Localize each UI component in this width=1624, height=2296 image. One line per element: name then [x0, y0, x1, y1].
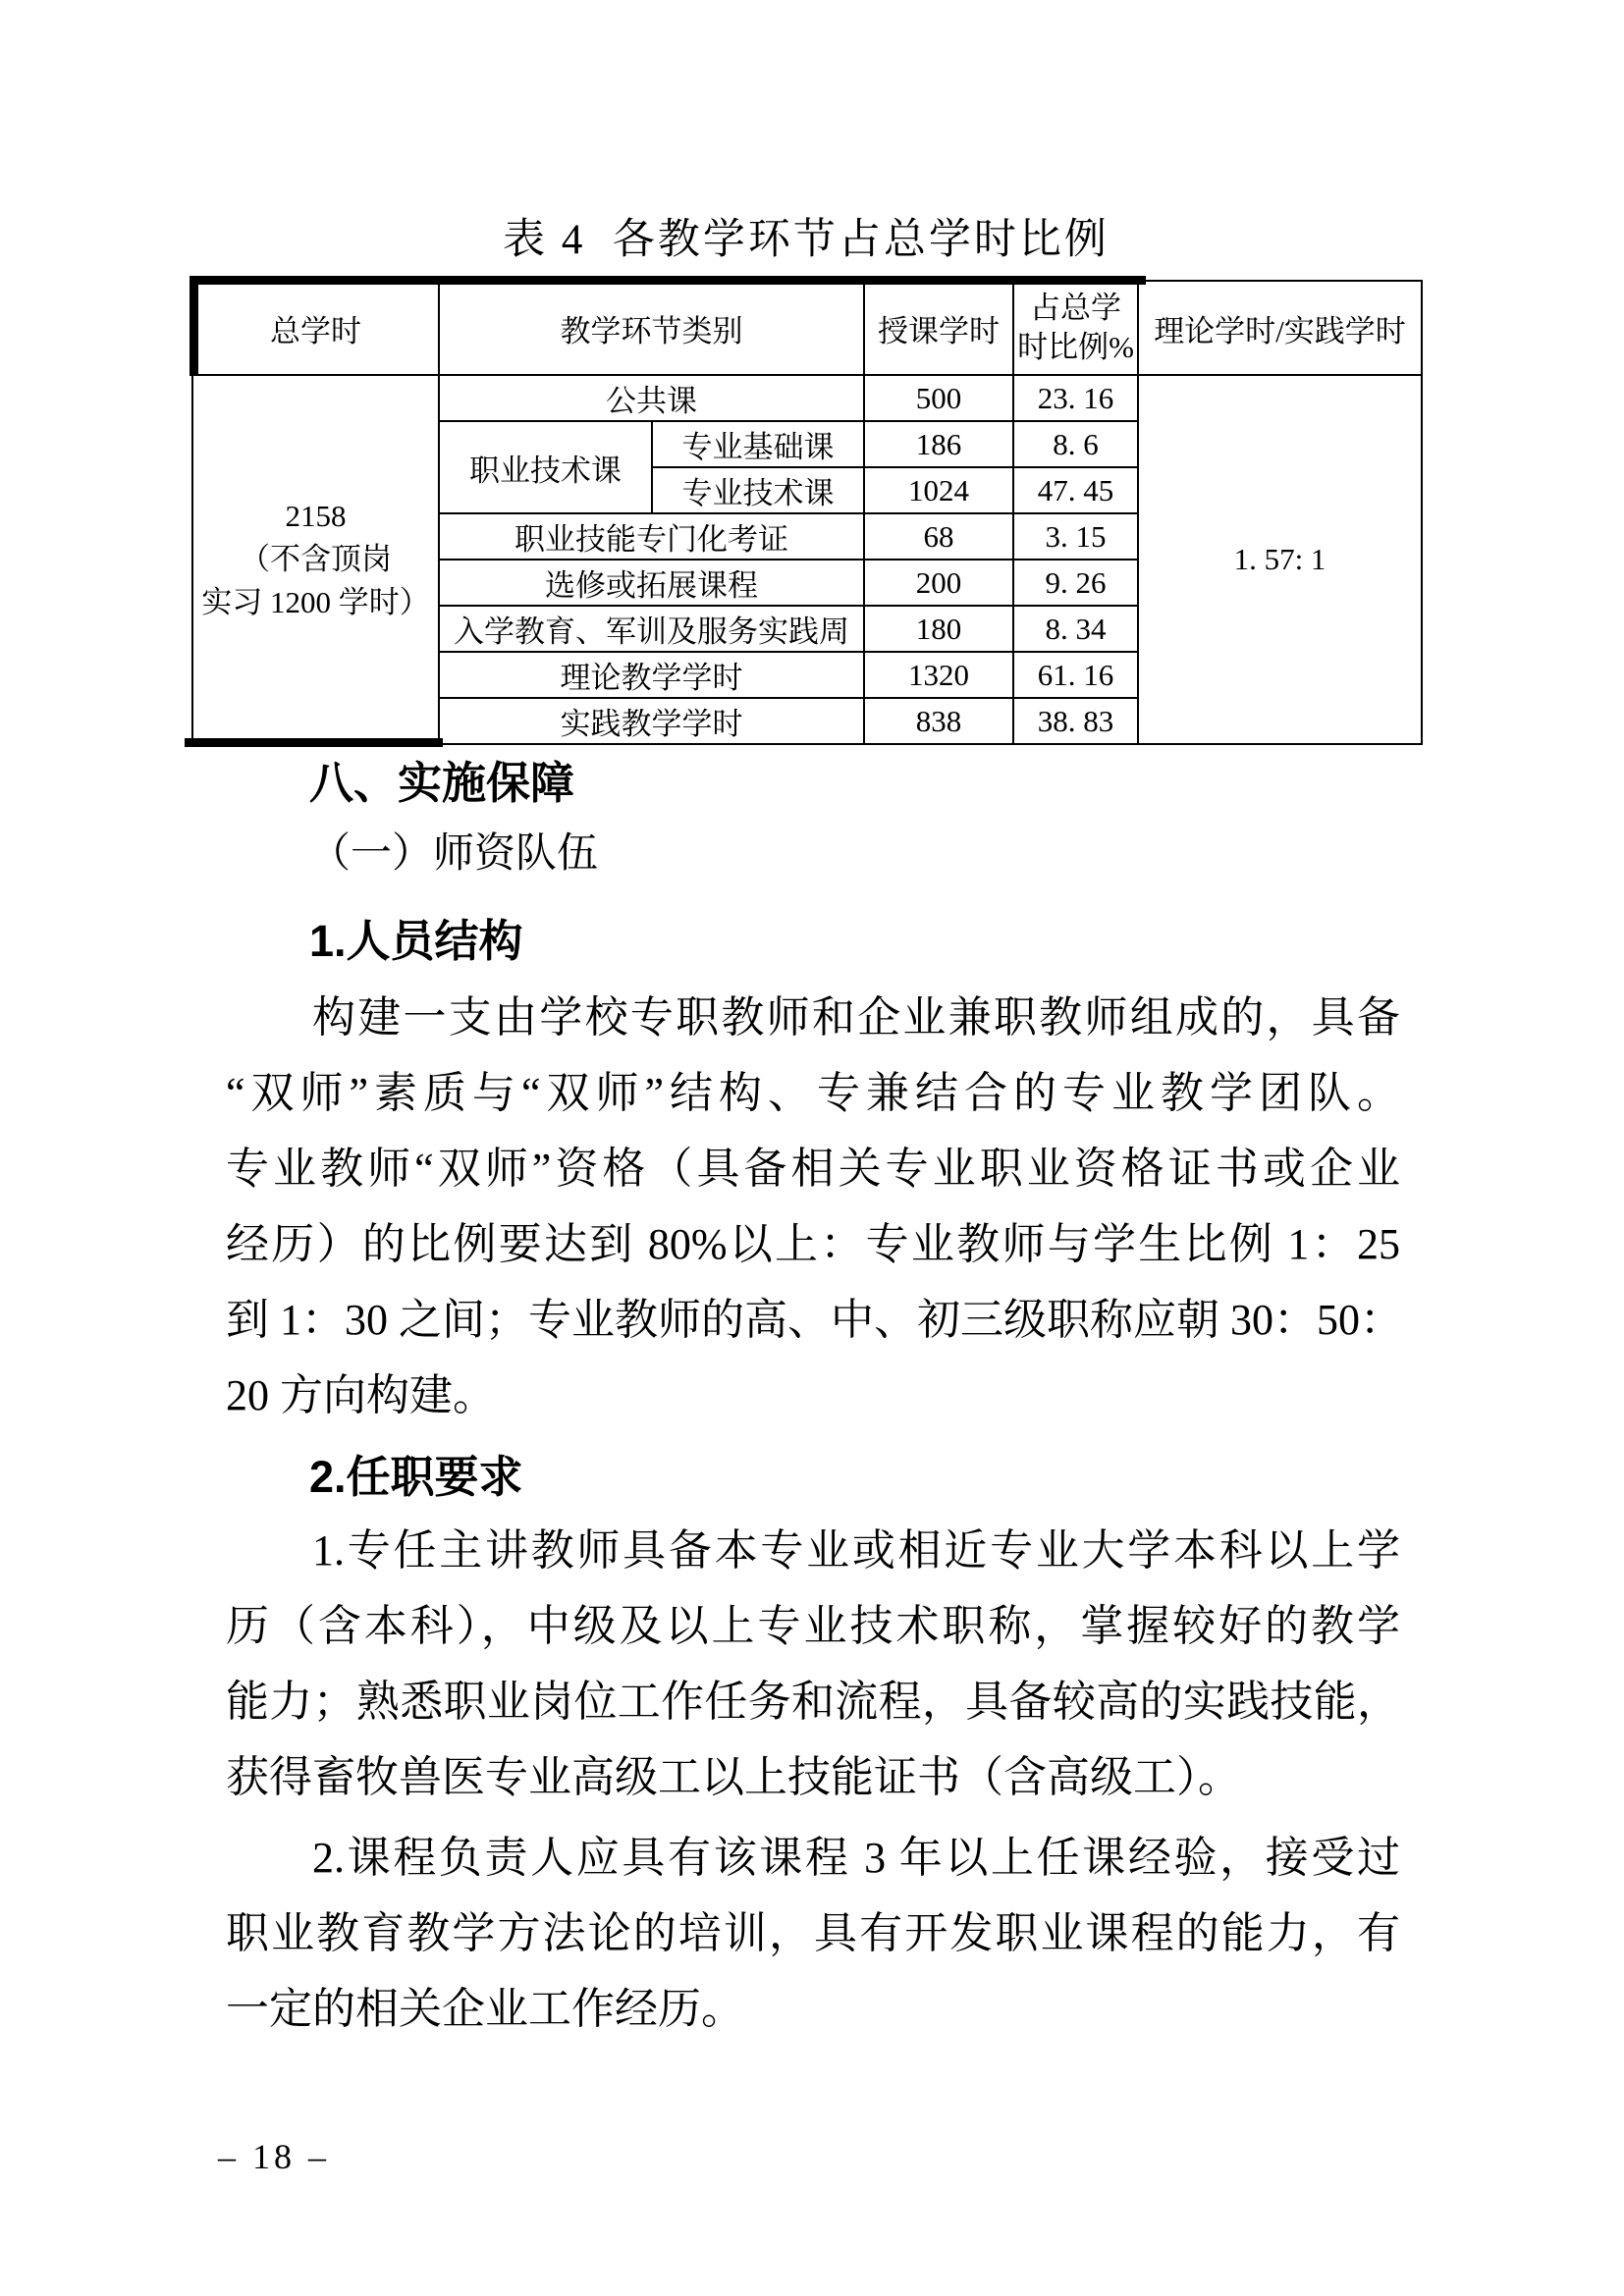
- table-caption: 表 4 各教学环节占总学时比例: [503, 217, 1110, 263]
- cell-percent: 47. 45: [1013, 467, 1138, 513]
- sub-heading-teachers: （一）师资队伍: [309, 831, 599, 877]
- paragraph-course-leader: [226, 1820, 1400, 2047]
- header-percent-line1: 占总学: [1030, 291, 1121, 325]
- cell-percent: 8. 34: [1013, 606, 1138, 652]
- section-heading-8: 八、实施保障: [309, 758, 575, 808]
- paragraph-line: 20 方向构建。: [226, 1371, 496, 1419]
- cell-percent: 61. 16: [1013, 652, 1138, 698]
- paragraph-teacher-requirements: [226, 1513, 1400, 1815]
- cell-category: 职业技能专门化考证: [439, 513, 864, 560]
- cell-percent: 3. 15: [1013, 513, 1138, 560]
- paragraph-line: 构建一支由学校专职教师和企业兼职教师组成的，具备: [312, 993, 1400, 1041]
- header-ratio: 理论学时/实践学时: [1138, 281, 1422, 375]
- ratio-cell: 1. 57: 1: [1138, 375, 1422, 744]
- cell-category: 入学教育、军训及服务实践周: [439, 606, 864, 652]
- header-teaching-hours: 授课学时: [864, 281, 1013, 375]
- total-hours-cell: [192, 375, 439, 744]
- header-category: 教学环节类别: [439, 281, 864, 375]
- cell-percent: 9. 26: [1013, 560, 1138, 606]
- heading-qualification: 2.任职要求: [309, 1452, 523, 1502]
- header-percent-line2: 时比例%: [1017, 330, 1134, 364]
- cell-group: 职业技术课: [439, 421, 652, 513]
- paragraph-personnel: [226, 980, 1403, 1433]
- cell-category: 公共课: [439, 375, 864, 421]
- cell-hours: 500: [864, 375, 1013, 421]
- cell-hours: 838: [864, 698, 1013, 744]
- table-thick-top-border: [189, 276, 1146, 285]
- paragraph-line: 1.专任主讲教师具备本专业或相近专业大学本科以上学: [312, 1526, 1400, 1575]
- paragraph-line: 职业教育教学方法论的培训，具有开发职业课程的能力，有: [226, 1909, 1400, 1957]
- cell-percent: 23. 16: [1013, 375, 1138, 421]
- header-total-hours: 总学时: [192, 281, 439, 375]
- cell-category: 专业基础课: [652, 421, 864, 467]
- cell-hours: 186: [864, 421, 1013, 467]
- paragraph-line: 专业教师“双师”资格（具备相关专业职业资格证书或企业: [226, 1145, 1400, 1193]
- cell-percent: 38. 83: [1013, 698, 1138, 744]
- total-hours-value: 2158: [285, 499, 347, 533]
- total-hours-note-2: 实习 1200 学时）: [201, 585, 430, 619]
- paragraph-line: 历（含本科），中级及以上专业技术职称，掌握较好的教学: [226, 1602, 1400, 1650]
- cell-hours: 180: [864, 606, 1013, 652]
- cell-percent: 8. 6: [1013, 421, 1138, 467]
- header-percent: [1013, 281, 1138, 375]
- cell-category: 理论教学学时: [439, 652, 864, 698]
- table-thick-bottom-border: [185, 738, 443, 747]
- cell-hours: 1024: [864, 467, 1013, 513]
- heading-personnel-structure: 1.人员结构: [309, 916, 523, 966]
- paragraph-line: 经历）的比例要达到 80%以上：专业教师与学生比例 1：25: [226, 1220, 1400, 1268]
- table-row: [192, 375, 1422, 421]
- table-thick-left-border: [189, 276, 198, 376]
- paragraph-line: 2.课程负责人应具有该课程 3 年以上任课经验，接受过: [312, 1834, 1400, 1882]
- paragraph-line: 能力；熟悉职业岗位工作任务和流程，具备较高的实践技能，: [226, 1678, 1400, 1726]
- cell-category: 专业技术课: [652, 467, 864, 513]
- cell-hours: 200: [864, 560, 1013, 606]
- cell-category: 实践教学学时: [439, 698, 864, 744]
- teaching-hours-table: [191, 280, 1423, 745]
- paragraph-line: 到 1：30 之间；专业教师的高、中、初三级职称应朝 30：50：: [226, 1296, 1403, 1344]
- paragraph-line: 一定的相关企业工作经历。: [226, 1985, 744, 2033]
- paragraph-line: “双师”素质与“双师”结构、专兼结合的专业教学团队。: [226, 1069, 1400, 1117]
- total-hours-note-1: （不含顶岗: [240, 542, 392, 576]
- cell-hours: 1320: [864, 652, 1013, 698]
- table-header-row: [192, 281, 1422, 375]
- page-number: – 18 –: [218, 2137, 330, 2176]
- cell-category: 选修或拓展课程: [439, 560, 864, 606]
- cell-hours: 68: [864, 513, 1013, 560]
- paragraph-line: 获得畜牧兽医专业高级工以上技能证书（含高级工）。: [226, 1753, 1241, 1801]
